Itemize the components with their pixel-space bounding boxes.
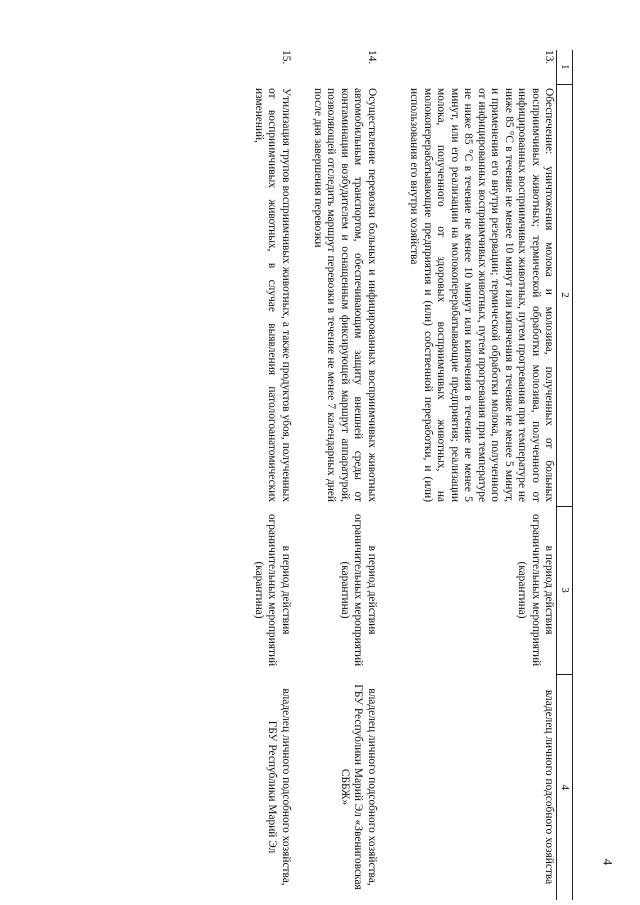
header-col-1: 1 [557,50,573,84]
table-row [379,50,557,900]
row-number: 15. [279,50,292,65]
page-number: 4 [600,858,616,866]
row-measure: Обеспечение: уничтожения молока и молозива, полученных от больных восприимчивых животных; термической обработки молозива, полученного от инфицированных восприимчивых животных, путем прогревания при температуре не ниже 85 °С в течение не менее 10 минут или кипячения в течение не менее 5 минут, и применения его внутри резервации; термической обработки молока, полученного от инфицированных восприимчивых животных, путем прогревания при температуре не ниже 85 °С в течение не менее 10 минут или кипячения в течение не менее 5 минут, или его реализации на молокоперерабатывающие предприятия; реализации молока, полученного от здоровых восприимчивых животных, на молокоперерабатывающие предприятия и (или) собственной переработки, и (или) использования его внутри хозяйства [408,88,556,502]
row-period: в период действия ограничительных мероприятий (карантина) [338,513,378,667]
row-period: в период действия ограничительных мероприятий (карантина) [252,513,292,667]
row-number: 14. [365,50,378,65]
header-col-2: 2 [557,84,573,506]
table-row [249,50,292,900]
table-header-row [557,50,573,900]
header-col-4: 4 [557,674,573,900]
header-col-3: 3 [557,506,573,674]
row-responsible: владелец личного подсобного хозяйства, ГБУ Республики Марий Эл [266,688,292,886]
measures-table [249,50,573,900]
document-table-rotated [18,50,573,900]
row-period: в период действия ограничительных мероприятий (карантина) [516,513,556,667]
row-measure: Утилизация трупов восприимчивых животных, а также продуктов убоя, полученных от восприимчивых животных, в случае выявления патологоанатомических изменений, [252,88,292,502]
row-responsible: владелец личного подсобного хозяйства, ГБУ Республики Марий Эл «Звениговская СББЖ» [338,684,378,890]
row-number: 13. [543,50,556,65]
row-responsible: владелец личного подсобного хозяйства [543,689,556,885]
table-row [293,50,379,900]
row-measure: Осуществление перевозки больных и инфицированных восприимчивых животных автомобильным транспортом, обеспечивающим защиту внешней среды от контаминации возбудителем и оснащенным фиксирующей маршрут аппаратурой, позволяющей отследить маршрут перевозки в течение не менее 7 календарных дней после дня завершения перевозки [311,88,378,502]
